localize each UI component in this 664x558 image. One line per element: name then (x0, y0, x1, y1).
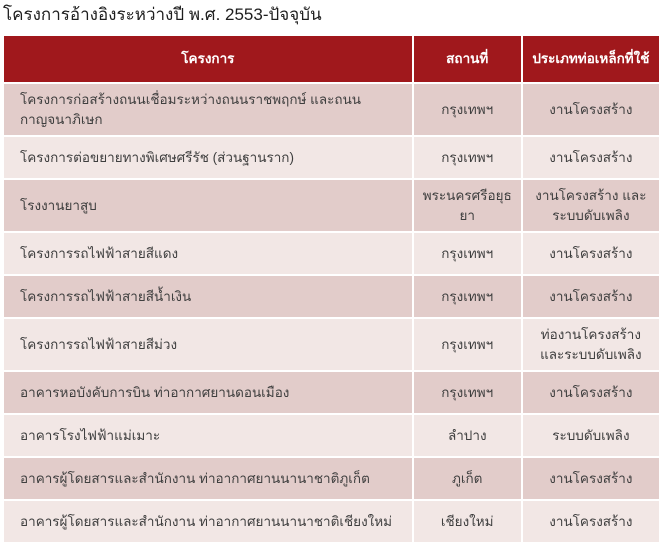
table-header-row (4, 36, 659, 82)
table-row (4, 415, 659, 456)
project-cell: โครงการต่อขยายทางพิเศษศรีรัช (ส่วนฐานราก) (4, 137, 412, 178)
pipe-type-cell: งานโครงสร้าง (523, 233, 659, 274)
pipe-type-cell: งานโครงสร้าง และระบบดับเพลิง (523, 180, 659, 231)
pipe-type-cell: งานโครงสร้าง (523, 501, 659, 542)
location-cell: พระนครศรีอยุธยา (414, 180, 521, 231)
table-row (4, 458, 659, 499)
pipe-type-cell: งานโครงสร้าง (523, 458, 659, 499)
column-header-project: โครงการ (4, 36, 412, 82)
project-cell: อาคารหอบังคับการบิน ท่าอากาศยานดอนเมือง (4, 372, 412, 413)
table-row (4, 319, 659, 370)
column-header-location: สถานที่ (414, 36, 521, 82)
project-cell: โครงการรถไฟฟ้าสายสีแดง (4, 233, 412, 274)
location-cell: กรุงเทพฯ (414, 319, 521, 370)
pipe-type-cell: งานโครงสร้าง (523, 372, 659, 413)
location-cell: กรุงเทพฯ (414, 372, 521, 413)
location-cell: กรุงเทพฯ (414, 137, 521, 178)
page-title: โครงการอ้างอิงระหว่างปี พ.ศ. 2553-ปัจจุบัน (3, 5, 322, 24)
project-cell: อาคารผู้โดยสารและสำนักงาน ท่าอากาศยานนานาชาติเชียงใหม่ (4, 501, 412, 542)
column-header-pipe-type: ประเภทท่อเหล็กที่ใช้ (523, 36, 659, 82)
reference-projects-table (2, 34, 661, 544)
location-cell: กรุงเทพฯ (414, 276, 521, 317)
pipe-type-cell: ท่องานโครงสร้าง และระบบดับเพลิง (523, 319, 659, 370)
location-cell: เชียงใหม่ (414, 501, 521, 542)
table-body (4, 84, 659, 542)
table-row (4, 233, 659, 274)
pipe-type-cell: ระบบดับเพลิง (523, 415, 659, 456)
location-cell: ภูเก็ต (414, 458, 521, 499)
table-header (4, 36, 659, 82)
pipe-type-cell: งานโครงสร้าง (523, 137, 659, 178)
location-cell: ลำปาง (414, 415, 521, 456)
location-cell: กรุงเทพฯ (414, 233, 521, 274)
table-row (4, 276, 659, 317)
table-row (4, 84, 659, 135)
table-row (4, 137, 659, 178)
table-row (4, 180, 659, 231)
project-cell: โครงการก่อสร้างถนนเชื่อมระหว่างถนนราชพฤกษ์ และถนนกาญจนาภิเษก (4, 84, 412, 135)
project-cell: โครงการรถไฟฟ้าสายสีม่วง (4, 319, 412, 370)
table-row (4, 501, 659, 542)
location-cell: กรุงเทพฯ (414, 84, 521, 135)
pipe-type-cell: งานโครงสร้าง (523, 84, 659, 135)
pipe-type-cell: งานโครงสร้าง (523, 276, 659, 317)
project-cell: อาคารผู้โดยสารและสำนักงาน ท่าอากาศยานนานาชาติภูเก็ต (4, 458, 412, 499)
project-cell: โครงการรถไฟฟ้าสายสีน้ำเงิน (4, 276, 412, 317)
project-cell: โรงงานยาสูบ (4, 180, 412, 231)
project-cell: อาคารโรงไฟฟ้าแม่เมาะ (4, 415, 412, 456)
table-row (4, 372, 659, 413)
